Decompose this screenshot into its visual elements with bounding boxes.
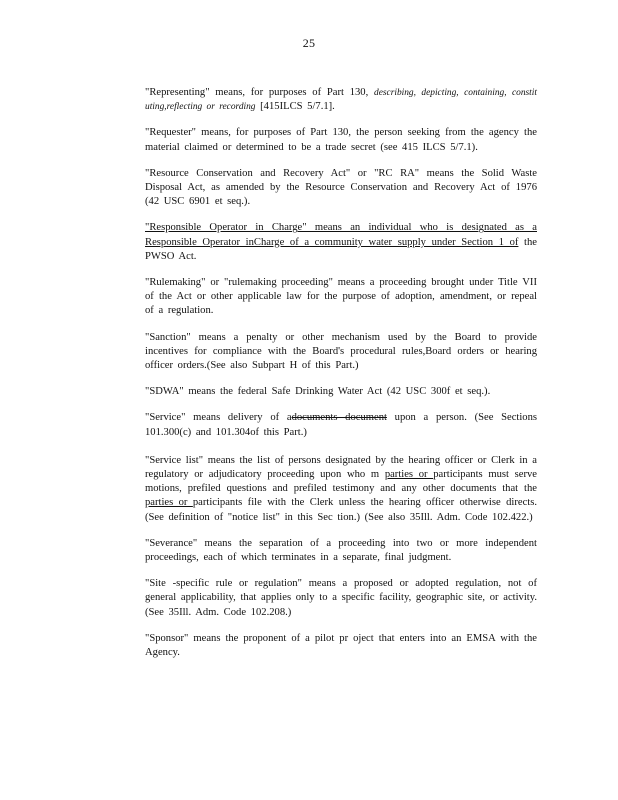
def-sanction: "Sanction" means a penalty or other mechanism used by the Board to provide incentives for compliance with the Board's procedural rules,Board orders or hearing officer orders.(See also Subpart H of this Part.) [145, 331, 537, 372]
def-site-specific: "Site -specific rule or regulation" means a proposed or adopted regulation, not of general applicability, that applies only to a specific facility, geographic site, or activity. (See 35Ill. Adm. Code 102.208.) [145, 578, 537, 618]
def-rulemaking: "Rulemaking" or "rulemaking proceeding" means a proceeding brought under Title VII of the Act or other applicable law for the purpose of adoption, amendment, or repeal of a regulation. [145, 277, 537, 317]
def-responsible-operator-underlined: "Responsible Operator in Charge" means an individual who is designated as a Responsible Operator inCharge of a community water supply under Section 1 of [145, 222, 537, 248]
def-service-list-a: "Service list" means the list of persons designated by the hearing officer or Clerk in a regulatory or adjudicatory proceeding upon who m [145, 454, 537, 481]
def-service-list-underline-2: parties or [145, 497, 193, 509]
def-service-list-underline-1: parties or [384, 469, 434, 481]
def-responsible-operator-rest: the PWSO Act. [145, 236, 537, 262]
def-service [145, 411, 537, 439]
page-number: 25 [302, 36, 316, 50]
def-service-list [145, 454, 537, 525]
def-requester: "Requester" means, for purposes of Part 130, the person seeking from the agency the material claimed or determined to be a trade secret (see 415 ILCS 5/7.1). [145, 127, 537, 153]
def-responsible-operator [145, 221, 537, 264]
def-sponsor: "Sponsor" means the proponent of a pilot pr oject that enters into an EMSA with the Agency. [145, 632, 537, 659]
def-service-text: "Service" means delivery of a [145, 412, 292, 424]
def-service-list-c: participants file with the Clerk unless the hearing officer otherwise directs. (See definition of "notice list" in this Sec tion.) (See also 35Ill. Adm. Code 102.422.) [145, 497, 537, 523]
def-service-struck: documents document [291, 412, 387, 424]
def-rcra: "Resource Conservation and Recovery Act" or "RC RA" means the Solid Waste Disposal Act, as amended by the Resource Conservation and Recovery Act of 1976 (42 USC 6901 et seq.). [145, 167, 537, 208]
def-service-rest: upon a person. (See Sections 101.300(c) and 101.304of this Part.) [145, 412, 538, 438]
def-sdwa: "SDWA" means the federal Safe Drinking Water Act (42 USC 300f et seq.). [145, 386, 491, 398]
def-representing-citation: [415ILCS 5/7.1]. [255, 101, 335, 113]
def-service-list-b: participants must serve motions, prefiled questions and prefiled testimony and any other documents that the [145, 469, 537, 495]
definitions-list [145, 86, 537, 672]
def-representing [145, 86, 537, 114]
def-representing-text: "Representing" means, for purposes of Part 130, [145, 87, 375, 98]
def-severance: "Severance" means the separation of a proceeding into two or more independent proceedings, each of which terminates in a separate, final judgment. [145, 537, 537, 564]
def-representing-italic: describing, depicting, containing, constit uting,reflecting or recording [145, 88, 537, 113]
